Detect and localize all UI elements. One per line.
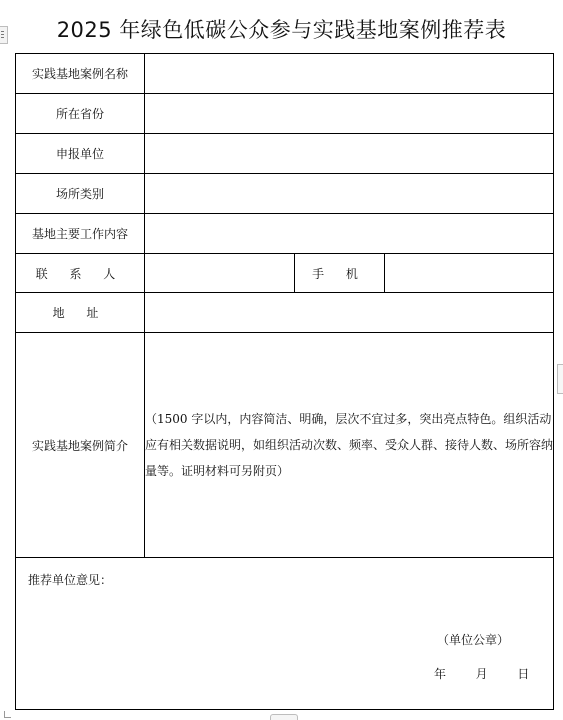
site-type-field[interactable]	[145, 174, 554, 214]
date-line	[434, 665, 529, 682]
table-row	[16, 94, 554, 134]
label-intro: 实践基地案例简介	[16, 333, 145, 558]
work-content-field[interactable]	[145, 214, 554, 254]
table-row	[16, 54, 554, 94]
intro-field[interactable]: （1500 字以内，内容简洁、明确，层次不宜过多，突出亮点特色。组织活动应有相关数据说明，如组织活动次数、频率、受众人群、接待人数、场所容纳量等。证明材料可另附页）	[145, 333, 554, 558]
table-row	[16, 293, 554, 333]
side-scroll-handle[interactable]	[557, 364, 563, 394]
case-name-field[interactable]	[145, 54, 554, 94]
table-row	[16, 333, 554, 558]
year-label: 年	[434, 667, 447, 681]
table-row	[16, 214, 554, 254]
bottom-scroll-handle[interactable]	[270, 714, 298, 720]
page-title: 2025 年绿色低碳公众参与实践基地案例推荐表	[56, 18, 507, 42]
table-row	[16, 174, 554, 214]
day-label: 日	[517, 667, 530, 681]
province-field[interactable]	[145, 94, 554, 134]
page-corner-mark	[4, 711, 11, 718]
label-work-content: 基地主要工作内容	[16, 214, 145, 254]
label-phone: 手 机	[295, 254, 385, 293]
opinion-label: 推荐单位意见：	[28, 573, 113, 587]
label-address: 地 址	[16, 293, 145, 333]
month-label: 月	[475, 667, 488, 681]
recommendation-form-table	[15, 53, 554, 710]
seal-placeholder: （单位公章）	[437, 633, 510, 647]
contact-field[interactable]	[145, 254, 295, 293]
phone-field[interactable]	[385, 254, 554, 293]
label-case-name: 实践基地案例名称	[16, 54, 145, 94]
label-site-type: 场所类别	[16, 174, 145, 214]
table-row	[16, 134, 554, 174]
table-row	[16, 254, 554, 293]
table-row	[16, 558, 554, 710]
applicant-field[interactable]	[145, 134, 554, 174]
opinion-field[interactable]	[16, 558, 554, 710]
address-field[interactable]	[145, 293, 554, 333]
label-contact: 联 系 人	[16, 254, 145, 293]
label-province: 所在省份	[16, 94, 145, 134]
label-applicant: 申报单位	[16, 134, 145, 174]
